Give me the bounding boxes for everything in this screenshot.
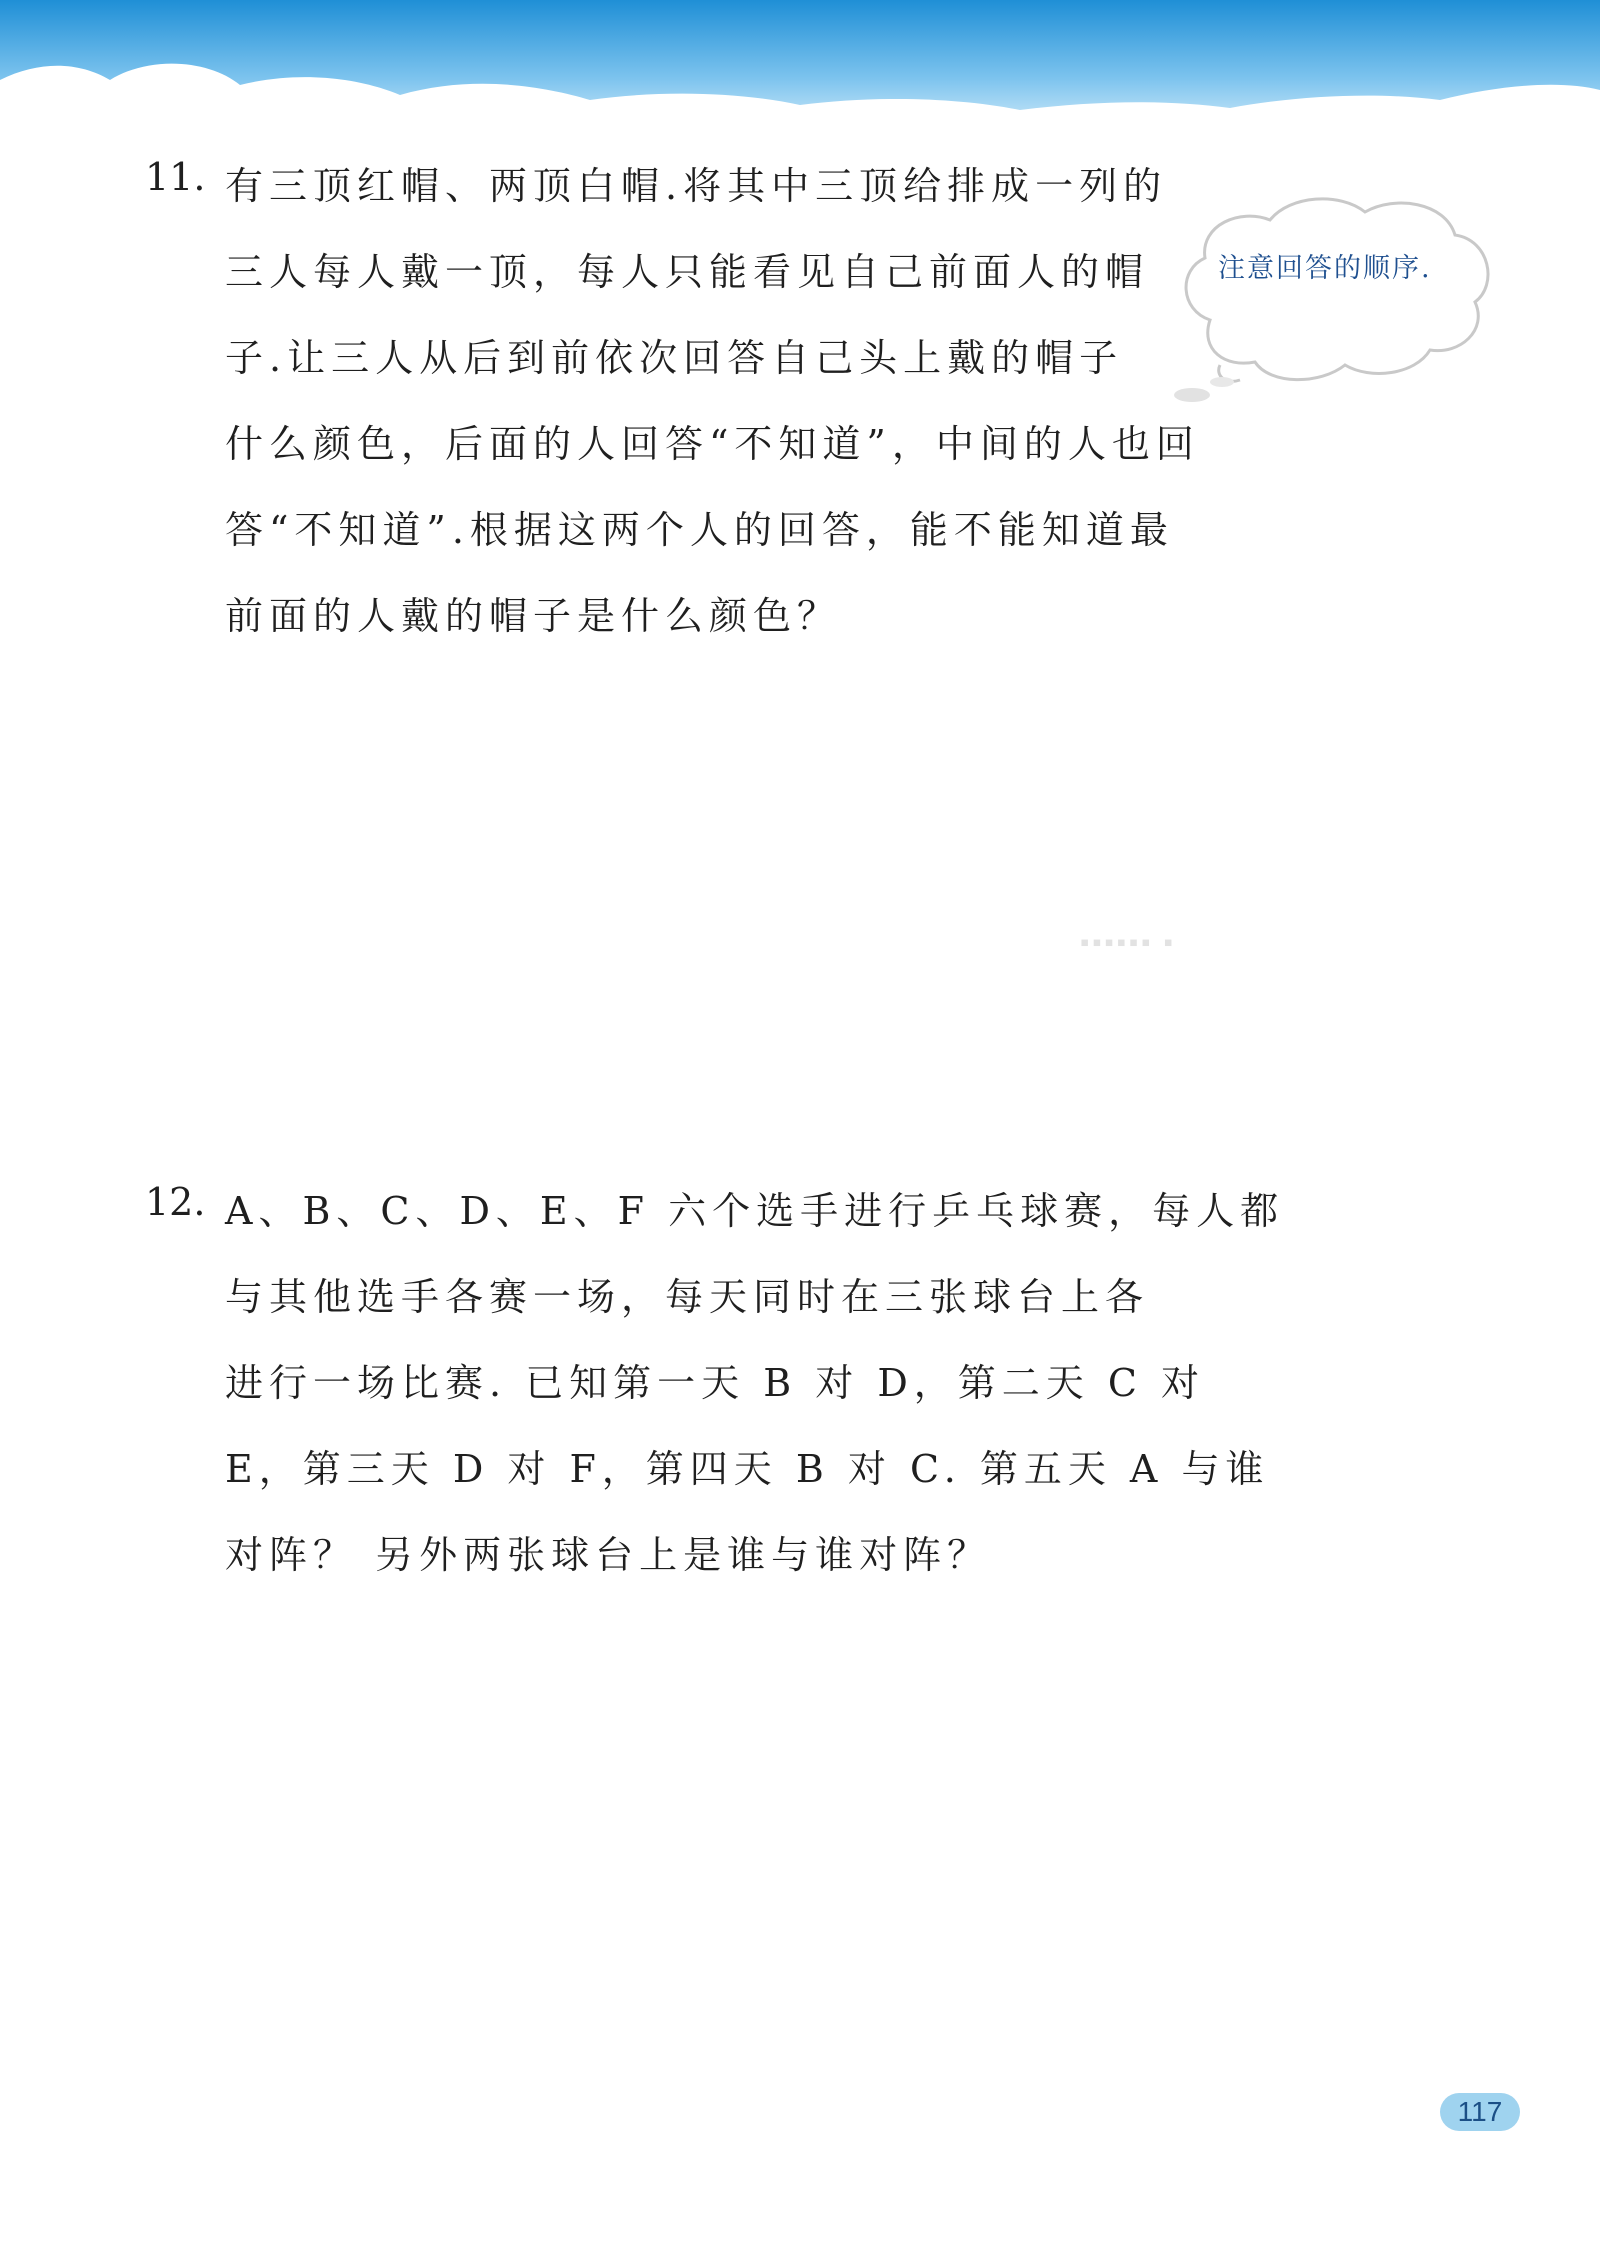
problem-text-line: 有三顶红帽、两顶白帽.将其中三顶给排成一列的 [225,164,1168,208]
problem-text-line: 对阵？ 另外两张球台上是谁与谁对阵？ [225,1533,992,1577]
problem-text-line: 与其他选手各赛一场，每天同时在三张球台上各 [225,1275,1150,1319]
problem-12 [145,1180,1285,1580]
problem-text-line: 答“不知道”.根据这两个人的回答，能不能知道最 [225,508,1174,552]
faint-bleedthrough: ▪▪▪▪▪▪ ▪ [1080,927,1176,957]
margin-tip: 注意回答的顺序. [1218,253,1432,284]
thought-cloud-icon [1170,190,1500,420]
problem-text-line: A、B、C、D、E、F 六个选手进行乒乓球赛，每人都 [225,1189,1285,1233]
problem-11 [145,155,1200,638]
problem-number: 11. [145,155,206,199]
problem-text-line: 前面的人戴的帽子是什么颜色？ [225,594,842,638]
problem-text-line: 三人每人戴一顶，每人只能看见自己前面人的帽 [225,250,1150,294]
problem-text-line: 子.让三人从后到前依次回答自己头上戴的帽子 [225,336,1124,380]
header-sky-banner [0,0,1600,150]
problem-text-line: 什么颜色，后面的人回答“不知道”，中间的人也回 [225,422,1200,466]
problem-text-line: 进行一场比赛. 已知第一天 B 对 D，第二天 C 对 [225,1361,1206,1405]
page-number: 117 [1440,2093,1520,2131]
problem-text-line: E，第三天 D 对 F，第四天 B 对 C. 第五天 A 与谁 [225,1447,1270,1491]
problem-number: 12. [145,1180,206,1224]
